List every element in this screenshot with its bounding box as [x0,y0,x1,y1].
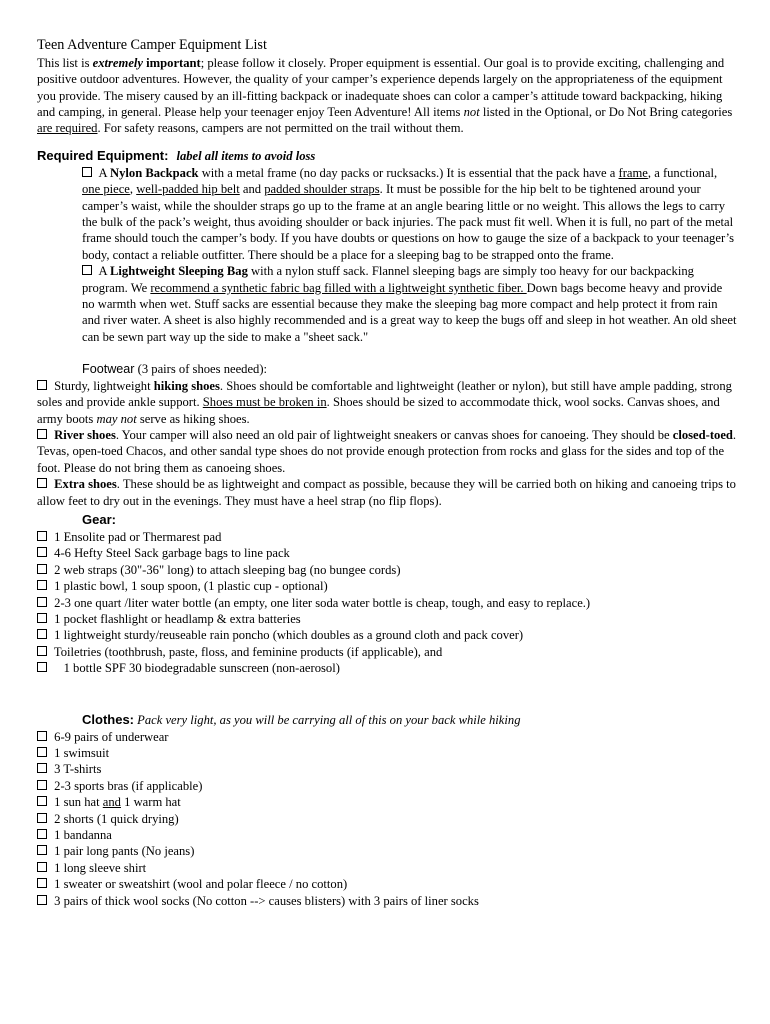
item-text: . Your camper will also need an old pair of lightweight sneakers or canvas shoes for canoeing. They should be [115,427,673,442]
checkbox-icon[interactable] [37,763,47,773]
list-item-text: 2-3 sports bras (if applicable) [51,778,203,793]
item-text: . It must be possible for the hip belt to be tightened around your camper’s waist, while the shoulder straps go up to the frame at an angle bearing little or no weight. This allows the legs to carry the bulk of the pack’s weight, thus avoiding shoulder or back injuries. The pack must fit well. When it is full, no part of the metal frame should touch the camper’s body. If you have doubts or questions on how to gauge the size of a backpack to your teenager’s body, contact a reliable outfitter. There should be a place for a sleeping bag to be strapped onto the frame. [82,182,735,262]
section-note: (3 pairs of shoes needed): [134,362,268,377]
list-item-text: 1 long sleeve shirt [51,860,147,875]
intro-emphasis-extremely: extremely [92,55,143,70]
list-item [37,761,737,777]
section-note: label all items to avoid loss [176,148,316,163]
checkbox-icon[interactable] [37,895,47,905]
checkbox-icon[interactable] [37,613,47,623]
list-item-text: 1 pair long pants (No jeans) [51,844,195,859]
intro-text: ; please follow it closely. Proper equipment is essential. Our goal is to provide exciting, challenging and positive outdoor adventures. However, the quality of your camper’s experience depends largely on the appropriateness of the equipment you provide. The misery caused by an ill-fitting backpack or inadequate shoes can color a camper’s attitude toward backpacking, hiking and camping, in general. Please help your teenager enjoy Teen Adventure! All items [37,55,725,120]
item-underline: padded shoulder straps [264,182,380,197]
section-heading: Required Equipment: [37,147,169,163]
list-item [37,595,737,611]
checkbox-icon[interactable] [37,629,47,639]
list-item [37,562,737,578]
item-text: A [96,165,111,180]
item-text: with a metal frame (no day packs or rucksacks.) It is essential that the pack have a [198,165,619,180]
list-item [37,644,737,660]
checkbox-icon[interactable] [37,796,47,806]
list-item [37,729,737,745]
checkbox-icon[interactable] [37,597,47,607]
checkbox-icon[interactable] [37,478,47,488]
item-text: Sturdy, lightweight [51,378,154,393]
list-item [37,660,737,676]
list-item-underline: and [102,795,121,810]
section-heading: Clothes: [82,711,134,727]
item-text: with a nylon stuff sack. Flannel sleeping bags are simply too heavy for our backpacking program. We [82,264,694,295]
item-underline: recommend a synthetic fabric bag filled with a lightweight synthetic fiber. [150,280,527,295]
list-item-text: Toiletries (toothbrush, paste, floss, and feminine products (if applicable), and [51,644,443,659]
checkbox-icon[interactable] [82,265,92,275]
list-item-text: 6-9 pairs of underwear [51,729,169,744]
document-title: Teen Adventure Camper Equipment List [37,37,267,53]
item-text: , a functional, [647,165,718,180]
item-name: Lightweight Sleeping Bag [110,264,248,279]
section-heading: Footwear [82,362,135,377]
hiking-shoes-item [37,378,737,427]
list-item-text: 4-6 Hefty Steel Sack garbage bags to line pack [51,546,290,561]
clothes-list [37,729,737,909]
intro-text: This list is [37,55,93,70]
list-item [37,745,737,761]
list-item [37,627,737,643]
backpack-item [82,165,737,263]
list-item-text: 3 pairs of thick wool socks (No cotton --> causes blisters) with 3 pairs of liner socks [51,893,479,908]
item-bold: closed-toed [672,427,733,442]
list-item-text: 1 warm hat [120,795,181,810]
list-item-text: 1 Ensolite pad or Thermarest pad [51,529,222,544]
intro-emphasis-important: important [146,55,201,70]
checkbox-icon[interactable] [37,862,47,872]
checkbox-icon[interactable] [37,845,47,855]
checkbox-icon[interactable] [37,878,47,888]
checkbox-icon[interactable] [37,531,47,541]
gear-list [37,529,737,677]
clothes-heading [82,711,737,729]
item-name: River shoes [54,427,116,442]
intro-underline-are-required: are required [37,121,98,136]
river-shoes-item [37,427,737,476]
checkbox-icon[interactable] [37,829,47,839]
item-text: . Tevas, open-toed Chacos, and other sandal type shoes do not provide enough protection from rocks and glass for the sides and top of the foot. Please do not bring them as canoeing shoes. [37,427,737,475]
intro-text: listed in the Optional, or Do Not Bring categories [479,105,733,120]
item-name: Nylon Backpack [110,165,199,180]
item-underline: one piece [82,182,130,197]
item-text: and [239,182,265,197]
list-item-text: 2 shorts (1 quick drying) [51,811,179,826]
item-text: A [96,264,111,279]
list-item [37,529,737,545]
item-text: . Shoes should be comfortable and lightweight (leather or nylon), but still have ample padding, strong soles and provide ankle support. [37,378,732,410]
list-item [37,778,737,794]
list-item-text: 1 plastic bowl, 1 soup spoon, (1 plastic cup - optional) [51,579,328,594]
list-item [37,860,737,876]
item-underline: frame [618,165,648,180]
item-name: hiking shoes [153,378,220,393]
checkbox-icon[interactable] [82,167,92,177]
list-item [37,611,737,627]
footwear-heading [82,361,737,377]
list-item-text: 1 lightweight sturdy/reuseable rain poncho (which doubles as a ground cloth and pack cover) [51,628,524,643]
list-item [37,545,737,561]
list-item-text: 1 bandanna [51,828,112,843]
checkbox-icon[interactable] [37,580,47,590]
item-underline: well-padded hip belt [136,182,240,197]
list-item-text: 2 web straps (30"-36" long) to attach sleeping bag (no bungee cords) [51,562,401,577]
checkbox-icon[interactable] [37,646,47,656]
extra-shoes-item [37,476,737,509]
item-text: . Shoes should be sized to accommodate thick, wool socks. Canvas shoes, and army boots [37,395,720,426]
list-item-text: 3 T-shirts [51,762,102,777]
item-text: . These should be as lightweight and compact as possible, because they will be carried both on hiking and canoeing trips to allow feet to dry out in the evenings. They must have a heel strap (no flip flops). [37,477,736,508]
sleeping-bag-item [82,263,737,345]
list-item [37,827,737,843]
item-emphasis: may not [96,411,137,426]
list-item [37,843,737,859]
list-item [37,578,737,594]
intro-text: . For safety reasons, campers are not permitted on the trail without them. [97,121,464,136]
intro-paragraph [37,55,737,137]
required-equipment-heading [37,147,737,165]
gear-heading: Gear: [82,511,116,527]
item-underline: Shoes must be broken in [202,395,327,410]
list-item-text: 1 swimsuit [51,746,110,761]
intro-emphasis-not: not [463,105,480,120]
checkbox-icon[interactable] [37,547,47,557]
list-item-text: 1 sun hat [51,795,103,810]
checkbox-icon[interactable] [37,731,47,741]
list-item [37,794,737,810]
item-text: Down bags become heavy and provide no warmth when wet. Stuff sacks are essential because they make the sleeping bag more compact and help protect it from rain and river water. A sheet is also highly recommended and is a great way to keep the bugs off and sleep in hot weather. An old sheet can be sewn part way up the side to make a "sheet sack." [82,280,737,344]
checkbox-icon[interactable] [37,780,47,790]
checkbox-icon[interactable] [37,429,47,439]
list-item-text: 1 sweater or sweatshirt (wool and polar fleece / no cotton) [51,877,348,892]
checkbox-icon[interactable] [37,813,47,823]
item-text: , [129,182,137,197]
section-note: Pack very light, as you will be carrying all of this on your back while hiking [134,712,521,727]
checkbox-icon[interactable] [37,564,47,574]
checkbox-icon[interactable] [37,380,47,390]
checkbox-icon[interactable] [37,662,47,672]
item-text: serve as hiking shoes. [136,411,250,426]
list-item [37,893,737,909]
document-page [37,37,737,909]
list-item [37,811,737,827]
checkbox-icon[interactable] [37,747,47,757]
item-name: Extra shoes [54,477,117,492]
list-item-text: 1 pocket flashlight or headlamp & extra batteries [51,611,301,626]
list-item-text: 2-3 one quart /liter water bottle (an empty, one liter soda water bottle is cheap, tough, and easy to replace.) [51,595,591,610]
list-item-text: 1 bottle SPF 30 biodegradable sunscreen (non-aerosol) [51,661,340,676]
list-item [37,876,737,892]
